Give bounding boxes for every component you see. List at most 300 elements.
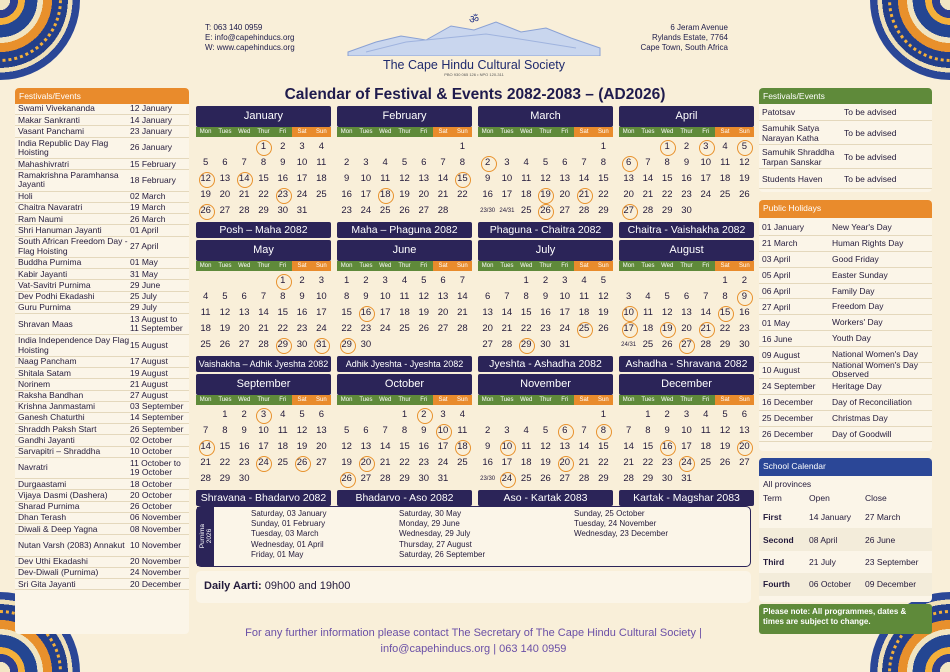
day-cell: 10 xyxy=(497,439,516,455)
hindu-month-label: Aso - Kartak 2083 xyxy=(478,490,613,506)
contact-tel: T: 063 140 0959 xyxy=(205,23,263,32)
day-cell: 25 xyxy=(520,473,532,484)
festival-date: 14 January xyxy=(130,114,173,125)
empty-day xyxy=(433,139,452,155)
festival-name: Sarvapitri – Shraddha xyxy=(18,446,101,457)
day-cell: 21 xyxy=(379,457,391,468)
day-cell: 23 xyxy=(341,205,352,216)
day-cell: 15 xyxy=(520,307,532,318)
day-cell: 16 xyxy=(658,439,677,455)
term-close: 09 December xyxy=(865,579,917,590)
empty-day xyxy=(619,273,638,289)
hindu-month-label: Shravana - Bhadarvo 2082 xyxy=(196,490,331,506)
weekday-label: Thur xyxy=(536,127,555,137)
contact-web[interactable]: W: www.capehinducs.org xyxy=(205,43,295,52)
holiday-row xyxy=(759,252,932,268)
festival-date: 12 January xyxy=(130,103,173,114)
day-cell: 6 xyxy=(619,155,638,171)
weekday-label: Wed xyxy=(658,395,677,405)
day-cell: 9 xyxy=(664,425,670,436)
day-cell: 5 xyxy=(202,157,209,168)
purnima-panel xyxy=(196,506,751,567)
day-cell: 10 xyxy=(559,291,571,302)
day-cell: 20 xyxy=(623,189,634,200)
address-line: Cape Town, South Africa xyxy=(640,43,728,52)
day-cell: 14 xyxy=(642,173,654,184)
day-cell: 15 xyxy=(598,173,609,184)
festival-name: Students Haven xyxy=(762,173,823,184)
purnima-date: Tuesday, 24 November xyxy=(574,519,657,529)
day-cell: 6 xyxy=(222,157,228,168)
weekday-label: Mon xyxy=(478,127,497,137)
day-cell: 29 xyxy=(273,337,292,353)
day-cell: 17 xyxy=(501,457,513,468)
day-cell: 31 xyxy=(312,337,331,353)
festival-row xyxy=(15,170,189,191)
day-cell: 14 xyxy=(578,441,590,452)
weekday-label: Tues xyxy=(638,395,657,405)
day-cell: 6 xyxy=(421,157,427,168)
weekday-label: Sun xyxy=(312,261,331,271)
day-cell: 14 xyxy=(437,173,449,184)
day-cell: 19 xyxy=(200,189,211,200)
day-cell: 15 xyxy=(642,441,654,452)
day-cell: 6 xyxy=(484,291,491,302)
school-term-row xyxy=(759,528,932,550)
month-calendar xyxy=(478,240,613,368)
day-cell: 11 xyxy=(579,291,589,302)
day-cell: 3 xyxy=(562,275,568,286)
day-cell: 16 xyxy=(277,173,289,184)
day-cell: 1 xyxy=(600,141,606,152)
day-cell: 29 xyxy=(719,339,731,350)
day-cell: 12 xyxy=(296,425,308,436)
day-cell: 20 xyxy=(238,323,250,334)
weekday-label: Sun xyxy=(594,395,613,405)
day-cell: 15 xyxy=(453,171,472,187)
day-cell: 18 xyxy=(578,307,590,318)
weekday-header xyxy=(337,395,472,405)
month-name: September xyxy=(196,374,331,395)
weekday-label: Sat xyxy=(433,261,452,271)
day-cell: 28 xyxy=(379,473,391,484)
address-line: Rylands Estate, 7764 xyxy=(651,33,728,42)
weekday-label: Mon xyxy=(196,261,215,271)
empty-day xyxy=(574,139,593,155)
day-cell: 22 xyxy=(642,457,654,468)
day-cell: 21 xyxy=(457,307,468,318)
day-cell: 9 xyxy=(683,157,690,168)
weekday-label: Wed xyxy=(235,261,254,271)
weekday-label: Mon xyxy=(196,127,215,137)
day-cell: 24 xyxy=(316,323,327,334)
month-calendar xyxy=(619,106,754,234)
weekday-label: Sun xyxy=(735,261,754,271)
day-cell: 5 xyxy=(542,425,549,436)
festival-name: Navratri xyxy=(18,462,48,473)
day-cell: 17 xyxy=(360,189,372,200)
purnima-date: Wednesday, 01 April xyxy=(251,539,324,549)
festival-name: Ganesh Chaturthi xyxy=(18,412,85,423)
day-cell: 21 xyxy=(200,457,211,468)
day-cell: 19 xyxy=(719,441,731,452)
contact-email[interactable]: E: info@capehinducs.org xyxy=(205,33,295,42)
day-cell: 30 xyxy=(418,473,430,484)
day-cell: 18 xyxy=(399,307,410,318)
holiday-row xyxy=(759,284,932,300)
empty-day xyxy=(478,407,497,423)
day-cell: 22 xyxy=(661,189,673,200)
day-cell: 29 xyxy=(661,205,673,216)
festival-row xyxy=(15,368,189,379)
weekday-label: Sat xyxy=(433,395,452,405)
weekday-header xyxy=(196,395,331,405)
hindu-month-label: Posh – Maha 2082 xyxy=(196,222,331,238)
festival-name: Ramakrishna Paramhansa Jayanti xyxy=(18,170,119,190)
day-cell: 26 xyxy=(661,339,673,350)
day-cell: 23 xyxy=(681,189,692,200)
festival-row xyxy=(15,225,189,236)
footer-line: For any further information please contact The Secretary of The Cape Hindu Cultural Society | xyxy=(245,627,702,639)
day-cell: 4 xyxy=(645,291,651,302)
weekday-label: Sat xyxy=(292,127,311,137)
weekday-label: Tues xyxy=(356,261,375,271)
festival-row xyxy=(15,524,189,535)
day-grid xyxy=(619,273,754,353)
day-cell: 7 xyxy=(625,425,632,436)
festival-date: 02 March xyxy=(130,191,166,202)
month-name: April xyxy=(619,106,754,127)
weekday-label: Mon xyxy=(619,127,638,137)
festival-date: 11 October to 19 October xyxy=(130,457,181,478)
festival-name: Raksha Bandhan xyxy=(18,389,84,400)
day-cell: 8 xyxy=(600,157,606,168)
purnima-date: Wednesday, 23 December xyxy=(574,529,668,539)
festival-date: 20 October xyxy=(130,489,173,500)
day-cell: 14 xyxy=(258,307,269,318)
day-cell: 27 xyxy=(238,339,250,350)
day-cell: 7 xyxy=(202,425,209,436)
day-cell: 16 xyxy=(739,307,750,318)
day-cell: 11 xyxy=(200,307,211,318)
holiday-date: 06 April xyxy=(762,286,791,296)
weekday-header xyxy=(337,127,472,137)
day-cell: 8 xyxy=(260,157,267,168)
term-name: Third xyxy=(763,556,785,567)
day-cell: 7 xyxy=(581,425,587,436)
day-cell: 9 xyxy=(343,173,350,184)
day-cell: 17 xyxy=(501,189,513,200)
day-cell: 15 xyxy=(219,441,231,452)
festival-name: Vasant Panchami xyxy=(18,125,84,136)
empty-day xyxy=(555,407,574,423)
day-cell: 22 xyxy=(719,323,731,334)
day-cell: 10 xyxy=(501,173,513,184)
day-cell: 6 xyxy=(683,291,690,302)
day-cell: 21 xyxy=(578,457,590,468)
day-cell: 3 xyxy=(683,409,690,420)
day-cell: 13 xyxy=(316,425,327,436)
day-cell: 10 xyxy=(258,425,269,436)
weekday-label: Fri xyxy=(696,395,715,405)
festival-name: Buddha Purnima xyxy=(18,257,82,268)
day-cell: 14 xyxy=(501,307,513,318)
footer-contact xyxy=(196,625,751,657)
holiday-row xyxy=(759,395,932,411)
day-cell: 1 xyxy=(523,275,529,286)
day-cell: 4 xyxy=(722,141,728,152)
day-cell: 23 xyxy=(418,457,430,468)
day-cell: 18 xyxy=(642,323,654,334)
footer-line[interactable]: info@capehinducs.org | 063 140 0959 xyxy=(380,643,567,655)
month-calendar xyxy=(619,374,754,502)
festival-row xyxy=(15,237,189,258)
day-cell: 2 xyxy=(241,409,247,420)
day-cell: 9 xyxy=(299,291,305,302)
day-cell: 7 xyxy=(459,275,465,286)
weekday-label: Wed xyxy=(517,127,536,137)
day-cell: 8 xyxy=(280,291,286,302)
day-cell: 14 xyxy=(700,307,712,318)
weekday-label: Wed xyxy=(517,395,536,405)
festival-date: 26 January xyxy=(130,142,173,153)
hindu-month-label: Vaishakha – Adhik Jyeshta 2082 xyxy=(196,356,331,372)
festival-row xyxy=(15,513,189,524)
day-cell: 25 xyxy=(719,189,731,200)
weekday-label: Fri xyxy=(414,127,433,137)
day-cell: 23 xyxy=(739,323,750,334)
day-cell: 8 xyxy=(459,157,465,168)
weekday-label: Fri xyxy=(273,261,292,271)
empty-day xyxy=(196,407,215,423)
day-cell: 28 xyxy=(457,323,468,334)
day-cell: 16 xyxy=(482,457,493,468)
day-cell: 14 xyxy=(457,291,468,302)
festival-date: 29 June xyxy=(130,279,161,290)
festival-date: 20 December xyxy=(130,578,182,589)
day-cell: 8 xyxy=(222,425,228,436)
day-cell: 20 xyxy=(559,189,571,200)
day-cell: 3 xyxy=(696,139,715,155)
right-festivals-header: Festivals/Events xyxy=(759,88,932,104)
festival-row xyxy=(15,568,189,579)
empty-day xyxy=(517,139,536,155)
festival-name: Dhan Terash xyxy=(18,512,67,523)
day-cell: 23/30 xyxy=(480,208,496,214)
day-cell: 10 xyxy=(619,305,638,321)
day-cell: 10 xyxy=(379,291,391,302)
festival-name: Holi xyxy=(18,191,33,202)
festival-date: 15 August xyxy=(130,340,168,350)
festival-name: Shitala Satam xyxy=(18,367,71,378)
day-cell: 12 xyxy=(418,291,430,302)
empty-day xyxy=(478,139,497,155)
festival-row xyxy=(15,391,189,402)
day-cell: 4 xyxy=(703,409,709,420)
festival-date: 26 March xyxy=(130,213,166,224)
purnima-date: Saturday, 30 May xyxy=(399,509,462,518)
weekday-label: Wed xyxy=(658,127,677,137)
day-cell: 28 xyxy=(200,473,211,484)
day-cell: 8 xyxy=(722,291,728,302)
holiday-name: Family Day xyxy=(832,285,875,296)
day-cell: 28 xyxy=(578,205,590,216)
day-cell: 6 xyxy=(318,409,324,420)
weekday-label: Fri xyxy=(273,127,292,137)
day-cell: 2 xyxy=(542,275,549,286)
day-cell: 13 xyxy=(681,307,692,318)
day-cell: 1 xyxy=(459,141,465,152)
day-cell: 9 xyxy=(542,291,549,302)
day-cell: 21 xyxy=(238,189,250,200)
festival-row xyxy=(15,138,189,159)
festival-name: Dev Uthi Ekadashi xyxy=(18,556,88,567)
day-cell: 22 xyxy=(520,323,532,334)
day-cell: 5 xyxy=(222,291,228,302)
day-cell: 1 xyxy=(600,409,606,420)
festival-row xyxy=(15,402,189,413)
day-cell: 27 xyxy=(316,457,327,468)
day-cell: 25 xyxy=(520,205,532,216)
festival-date: 18 October xyxy=(130,478,173,489)
weekday-label: Sun xyxy=(594,127,613,137)
hindu-month-label: Phaguna - Chaitra 2082 xyxy=(478,222,613,238)
day-cell: 23 xyxy=(540,323,551,334)
day-cell: 5 xyxy=(600,275,606,286)
festivals-list xyxy=(15,104,189,590)
festival-row xyxy=(15,258,189,269)
purnima-column xyxy=(251,509,326,560)
holiday-date: 01 May xyxy=(762,317,790,328)
festival-row xyxy=(15,379,189,390)
festival-name: Durgaastami xyxy=(18,478,67,489)
day-cell: 30 xyxy=(540,339,551,350)
day-cell: 22 xyxy=(598,189,609,200)
holiday-row xyxy=(759,379,932,395)
day-cell: 26 xyxy=(337,471,356,487)
weekday-label: Wed xyxy=(517,261,536,271)
purnima-date: Saturday, 03 January xyxy=(251,509,327,518)
day-cell: 11 xyxy=(399,291,410,302)
day-cell: 1 xyxy=(222,409,228,420)
weekday-label: Tues xyxy=(497,127,516,137)
festival-date: To be advised xyxy=(844,127,897,138)
day-cell: 21 xyxy=(574,187,593,203)
day-cell: 28 xyxy=(501,339,513,350)
day-cell: 22 xyxy=(219,457,231,468)
day-cell: 16 xyxy=(238,441,250,452)
day-cell: 28 xyxy=(623,473,634,484)
festival-date: 21 August xyxy=(130,378,168,389)
holiday-date: 03 April xyxy=(762,254,791,265)
holiday-date: 24 September xyxy=(762,381,816,392)
day-cell: 24 xyxy=(700,189,712,200)
month-name: May xyxy=(196,240,331,261)
day-cell: 18 xyxy=(520,189,532,200)
day-cell: 12 xyxy=(341,441,352,452)
day-cell: 17 xyxy=(619,321,638,337)
festival-name: Vat-Savitri Purnima xyxy=(18,279,91,290)
public-holidays-header: Public Holidays xyxy=(759,200,932,218)
day-cell: 24 xyxy=(296,189,308,200)
day-cell: 24 xyxy=(559,323,571,334)
holiday-name: Easter Sunday xyxy=(832,269,888,280)
festival-name: Shri Hanuman Jayanti xyxy=(18,224,102,235)
day-grid xyxy=(619,407,754,487)
day-cell: 9 xyxy=(241,425,247,436)
page-title: Calendar of Festival & Events 2082-2083 – (AD2026) xyxy=(284,86,666,103)
day-cell: 27 xyxy=(360,473,372,484)
festival-date: 01 May xyxy=(130,257,158,268)
holiday-name: Youth Day xyxy=(832,333,871,344)
festival-name: Kabir Jayanti xyxy=(18,268,68,279)
day-cell: 20 xyxy=(356,455,375,471)
festival-name: Vijaya Dasmi (Dashera) xyxy=(18,489,108,500)
day-cell: 30 xyxy=(661,473,673,484)
holiday-date: 16 June xyxy=(762,333,793,344)
weekday-label: Tues xyxy=(215,261,234,271)
empty-day xyxy=(395,139,414,155)
holiday-name: National Women's Day xyxy=(832,349,919,360)
festival-date: To be advised xyxy=(844,151,897,162)
day-cell: 25 xyxy=(200,339,211,350)
festival-date: To be advised xyxy=(844,107,897,117)
weekday-label: Wed xyxy=(658,261,677,271)
day-cell: 20 xyxy=(681,323,692,334)
day-cell: 7 xyxy=(241,157,247,168)
empty-day xyxy=(619,139,638,155)
day-cell: 14 xyxy=(235,171,254,187)
festival-row xyxy=(15,447,189,458)
day-cell: 20 xyxy=(219,189,231,200)
term-close: 23 September xyxy=(865,556,919,567)
day-cell: 3 xyxy=(318,275,324,286)
festival-row xyxy=(15,579,189,590)
holiday-row xyxy=(759,427,932,443)
day-cell: 21 xyxy=(501,323,513,334)
day-cell: 2 xyxy=(664,409,670,420)
weekday-label: Sat xyxy=(292,261,311,271)
festival-date: To be advised xyxy=(844,173,897,184)
purnima-date: Tuesday, 03 March xyxy=(251,529,319,539)
day-cell: 26 xyxy=(418,323,430,334)
holiday-date: 09 August xyxy=(762,349,800,360)
weekday-label: Thur xyxy=(254,395,273,405)
festival-row xyxy=(15,203,189,214)
day-cell: 15 xyxy=(715,305,734,321)
day-cell: 7 xyxy=(504,291,510,302)
day-cell: 24/31 xyxy=(621,342,637,348)
holiday-name: Human Rights Day xyxy=(832,237,904,248)
day-cell: 12 xyxy=(719,425,731,436)
day-cell: 25 xyxy=(399,323,410,334)
day-cell: 15 xyxy=(399,441,410,452)
festival-name: Makar Sankranti xyxy=(18,114,80,125)
day-cell: 22 xyxy=(277,323,289,334)
day-cell: 25 xyxy=(574,321,593,337)
empty-day xyxy=(638,139,657,155)
day-cell: 22 xyxy=(598,457,609,468)
day-cell: 16 xyxy=(482,189,493,200)
festival-date: 15 February xyxy=(130,158,176,169)
term-name: Fourth xyxy=(763,579,790,590)
school-term-row xyxy=(759,551,932,573)
weekday-label: Sun xyxy=(594,261,613,271)
festival-row xyxy=(15,435,189,446)
empty-day xyxy=(574,407,593,423)
festival-name: Chaitra Navaratri xyxy=(18,202,83,213)
weekday-label: Fri xyxy=(414,395,433,405)
